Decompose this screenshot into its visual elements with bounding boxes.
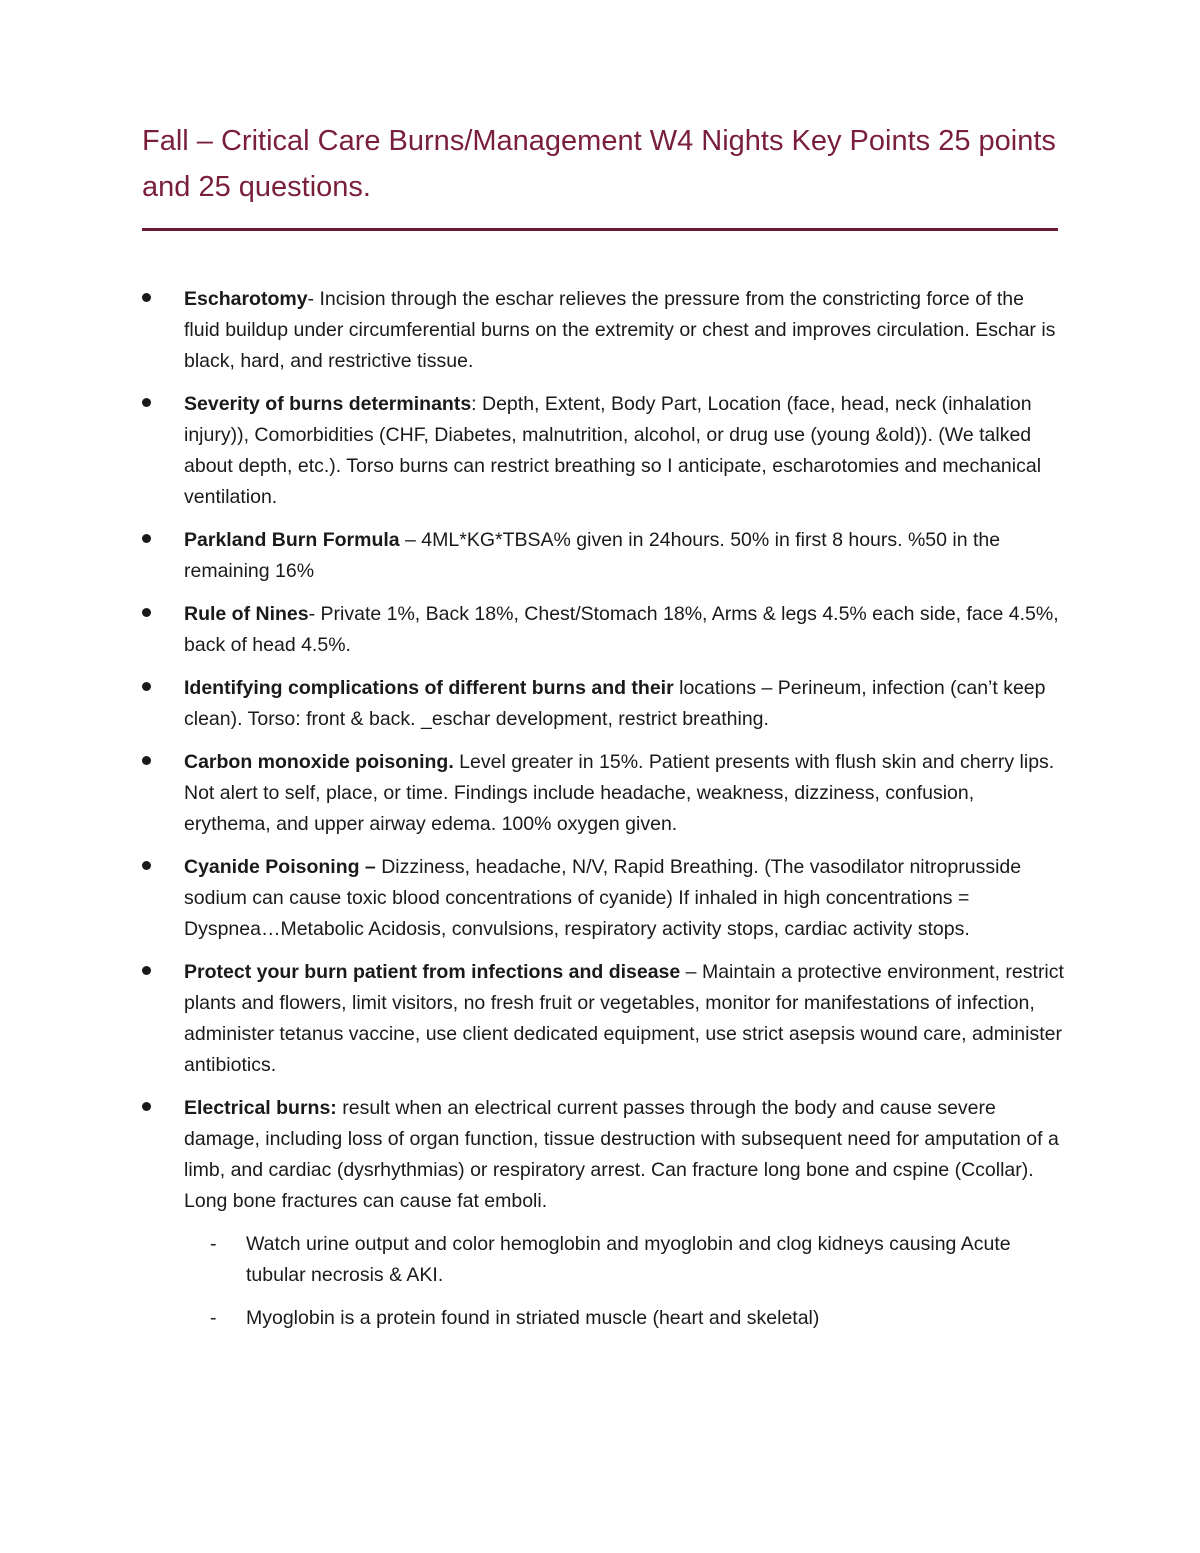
item-term: Carbon monoxide poisoning.: [184, 751, 454, 773]
item-text: - Incision through the eschar relieves the pressure from the constricting force of the fluid buildup under circumferential burns on the extremity or chest and improves circulation. Eschar is black, hard, and restrictive tissue.: [184, 288, 1056, 372]
bullet-icon: [142, 966, 151, 975]
item-term: Escharotomy: [184, 288, 308, 310]
bullet-icon: [142, 682, 151, 691]
bullet-icon: [142, 1102, 151, 1111]
document-title: Fall – Critical Care Burns/Management W4 Nights Key Points 25 points and 25 questions.: [142, 125, 1056, 203]
item-text: – Maintain a protective environment, restrict plants and flowers, limit visitors, no fresh fruit or vegetables, monitor for manifestations of infection, administer tetanus vaccine, use client dedicated equipment, use strict asepsis wound care, administer antibiotics.: [184, 961, 1064, 1076]
item-term: Severity of burns determinants: [184, 393, 472, 415]
bullet-icon: [142, 861, 151, 870]
bullet-icon: [142, 756, 151, 765]
sublist-item: [182, 1229, 1056, 1291]
list-item-electrical-burns: [0, 1093, 1064, 1334]
item-text: Dizziness, headache, N/V, Rapid Breathing. (The vasodilator nitroprusside sodium can cause toxic blood concentrations of cyanide) If inhaled in high concentrations = Dyspnea…Metabolic Acidosis, convulsions, respiratory activity stops, cardiac activity stops.: [184, 856, 1022, 940]
dash-marker: -: [210, 1233, 217, 1255]
item-text: Level greater in 15%. Patient presents with flush skin and cherry lips. Not alert to self, place, or time. Findings include headache, weakness, dizziness, confusion, erythema, and upper airway edema. 100% oxygen given.: [184, 751, 1055, 835]
item-term: Electrical burns:: [184, 1097, 337, 1119]
item-text: – 4ML*KG*TBSA% given in 24hours. 50% in first 8 hours. %50 in the remaining 16%: [184, 529, 1001, 582]
bullet-icon: [142, 534, 151, 543]
item-text: - Private 1%, Back 18%, Chest/Stomach 18%, Arms & legs 4.5% each side, face 4.5%, back of head 4.5%.: [184, 603, 1059, 656]
electrical-burns-sublist: [184, 1229, 1064, 1334]
bullet-icon: [142, 398, 151, 407]
item-text: : Depth, Extent, Body Part, Location (face, head, neck (inhalation injury)), Comorbidities (CHF, Diabetes, malnutrition, alcohol, or drug use (young &old)). (We talked about depth, etc.). Torso burns can restrict breathing so I anticipate, escharotomies and mechanical ventilation.: [184, 393, 1042, 508]
list-item-complications: [0, 673, 1064, 735]
item-text: locations – Perineum, infection (can’t keep clean). Torso: front & back. _eschar development, restrict breathing.: [184, 677, 1046, 730]
sublist-item-text: Watch urine output and color hemoglobin and myoglobin and clog kidneys causing Acute tubular necrosis & AKI.: [246, 1233, 1011, 1286]
item-term: Protect your burn patient from infections and disease: [184, 961, 681, 983]
key-points-list: [0, 284, 1200, 1346]
list-item-parkland: [0, 525, 1064, 587]
item-term: Parkland Burn Formula: [184, 529, 400, 551]
item-term: Identifying complications of different burns and their: [184, 677, 674, 699]
bullet-icon: [142, 293, 151, 302]
title-underline-rule: [142, 228, 1058, 231]
item-text: result when an electrical current passes through the body and cause severe damage, including loss of organ function, tissue destruction with subsequent need for amputation of a limb, and cardiac (dysrhythmias) or respiratory arrest. Can fracture long bone and cspine (Ccollar). Long bone fractures can cause fat emboli.: [184, 1097, 1059, 1212]
list-item-rule-of-nines: [0, 599, 1064, 661]
item-term: Rule of Nines: [184, 603, 309, 625]
list-item-escharotomy: [0, 284, 1064, 377]
bullet-icon: [142, 608, 151, 617]
item-term: Cyanide Poisoning –: [184, 856, 376, 878]
sublist-item: [182, 1303, 1056, 1334]
dash-marker: -: [210, 1307, 217, 1329]
list-item-severity: [0, 389, 1064, 513]
list-item-cyanide: [0, 852, 1064, 945]
list-item-infection-protection: [0, 957, 1064, 1081]
sublist-item-text: Myoglobin is a protein found in striated muscle (heart and skeletal): [246, 1307, 820, 1329]
list-item-carbon-monoxide: [0, 747, 1064, 840]
